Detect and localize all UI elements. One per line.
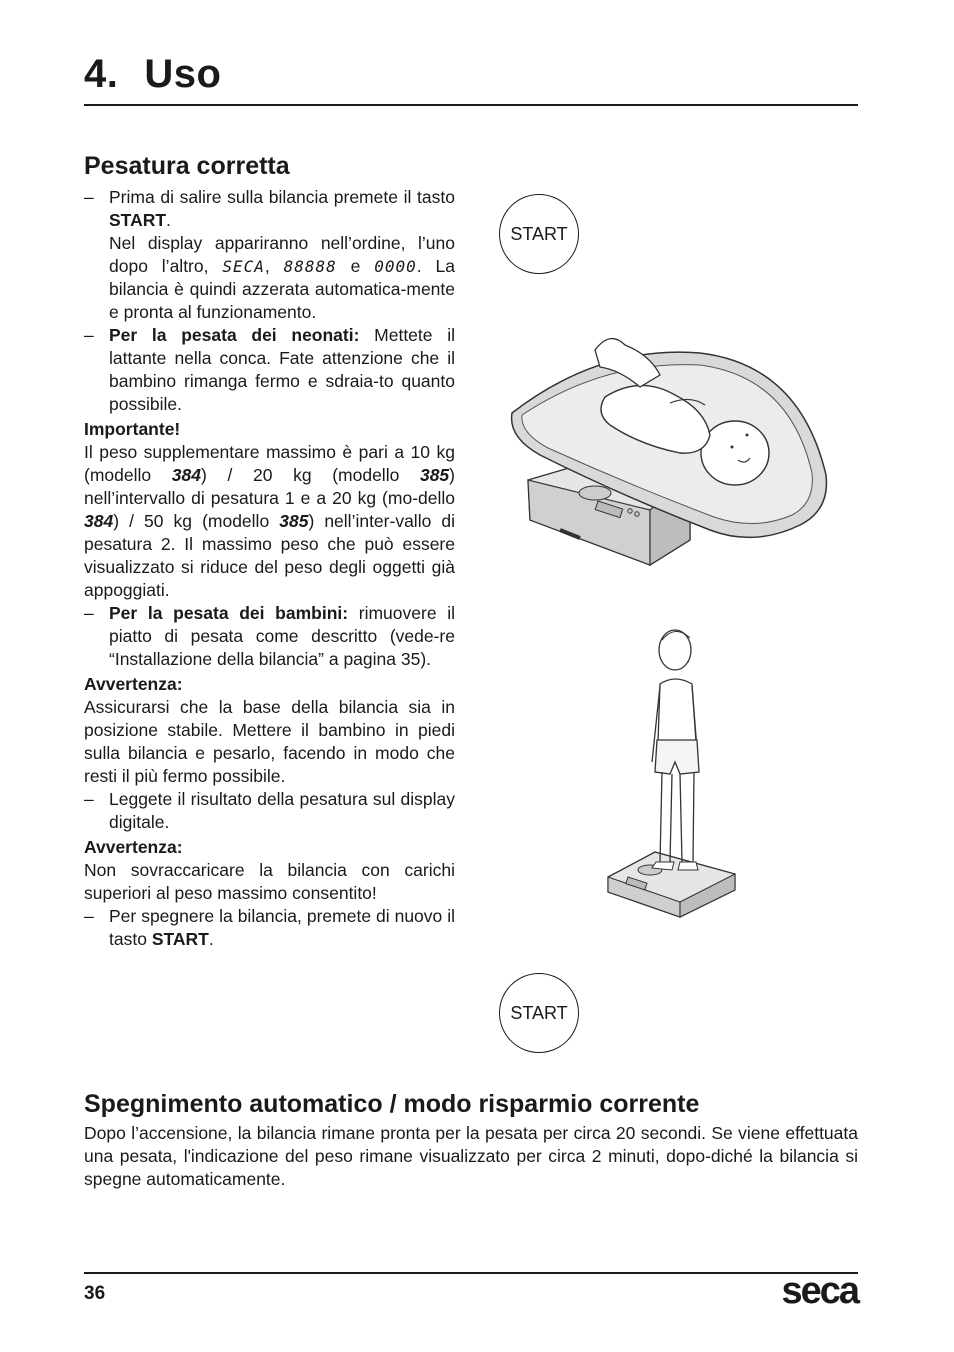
lcd-seca: SECA xyxy=(222,257,265,276)
para-text: Il peso supplementare massimo è pari a 10 kg (modello xyxy=(84,442,455,485)
bullet-dash: – xyxy=(84,603,94,623)
section-pesatura xyxy=(84,150,455,951)
page-number: 36 xyxy=(84,1283,106,1304)
bullet-text: Per spegnere la bilancia, premete di nuovo il tasto xyxy=(109,906,455,949)
bullet-dash: – xyxy=(84,789,94,809)
avvertenza-paragraph: Non sovraccaricare la bilancia con carichi superiori al peso massimo consentito! xyxy=(84,860,455,903)
model-number: 385 xyxy=(279,511,309,531)
bullet-bold-label: Per la pesata dei bambini: xyxy=(109,603,349,623)
bullet-text: Prima di salire sulla bilancia premete il tasto xyxy=(109,187,455,207)
separator: e xyxy=(336,256,375,276)
bullet-dash: – xyxy=(84,906,94,926)
chapter-title-text: Uso xyxy=(144,52,222,96)
bullet-text-end: . xyxy=(208,929,214,949)
bullet-dash: – xyxy=(84,325,94,345)
bullet-bold-label: Per la pesata dei neonati: xyxy=(109,325,360,345)
bullet-text: Mettete il lattante nella conca. Fate attenzione che il bambino rimanga fermo e sdraia-to quanto possibile. xyxy=(109,325,455,414)
lcd-88888: 88888 xyxy=(283,257,337,276)
bullet-text: rimuovere il piatto di pesata come descritto (vede-re “Installazione della bilancia” a pagina 35). xyxy=(109,603,455,669)
model-number: 384 xyxy=(84,511,114,531)
start-button-illustration xyxy=(499,973,579,1053)
bullet-item-neonati xyxy=(84,324,455,416)
seca-logo: seca xyxy=(781,1270,858,1312)
bullet-item-spegnere xyxy=(84,905,455,951)
chapter-title xyxy=(84,52,221,97)
bullet-item-bambini xyxy=(84,602,455,671)
start-button-illustration xyxy=(499,194,579,274)
model-number: 385 xyxy=(419,465,450,485)
start-label: START xyxy=(510,1002,568,1023)
lcd-0000: 0000 xyxy=(374,257,417,276)
avvertenza-label: Avvertenza: xyxy=(84,674,183,694)
bullet-item-start xyxy=(84,186,455,324)
child-on-scale-illustration xyxy=(600,622,750,922)
spegnimento-paragraph: Dopo l’accensione, la bilancia rimane pronta per la pesata per circa 20 secondi. Se viene effettuata una pesata, l'indicazione del peso rimane visualizzato per circa 2 minuti, dopo-diché la bilancia si spegne automaticamente. xyxy=(84,1123,858,1189)
bullet-dash: – xyxy=(84,187,94,207)
para-text: ) / 20 kg (modello xyxy=(200,465,420,485)
section-heading-pesatura: Pesatura corretta xyxy=(84,152,290,180)
avvertenza-paragraph: Assicurarsi che la base della bilancia sia in posizione stabile. Mettere il bambino in piedi sulla bilancia e pesarlo, facendo in modo che resti il più fermo possibile. xyxy=(84,697,455,786)
chapter-number: 4. xyxy=(84,52,119,96)
para-text: ) / 50 kg (modello xyxy=(113,511,280,531)
bullet-text-end: . xyxy=(166,210,171,230)
importante-paragraph xyxy=(84,441,455,602)
section-spegnimento xyxy=(84,1088,858,1191)
bullet-item-risultato xyxy=(84,788,455,834)
bullet-text: . La bilancia è quindi azzerata automatica-mente e pronta al funzionamento. xyxy=(109,256,455,322)
start-key-label: START xyxy=(151,929,209,949)
start-label: START xyxy=(510,223,568,244)
importante-label: Importante! xyxy=(84,419,181,439)
para-text: ) nell’inter-vallo di pesatura 2. Il massimo peso che può essere visualizzato si riduce del peso degli oggetti già appoggiati. xyxy=(84,511,455,600)
avvertenza-label: Avvertenza: xyxy=(84,837,183,857)
separator: , xyxy=(264,256,284,276)
baby-scale-illustration xyxy=(500,325,840,580)
top-rule xyxy=(84,104,858,106)
bullet-text: Leggete il risultato della pesatura sul display digitale. xyxy=(109,789,455,832)
section-heading-spegnimento: Spegnimento automatico / modo risparmio corrente xyxy=(84,1090,700,1118)
model-number: 384 xyxy=(171,465,201,485)
bottom-rule xyxy=(84,1272,858,1274)
para-text: ) nell’intervallo di pesatura 1 e a 20 kg (mo-dello xyxy=(84,465,455,508)
bullet-text: Nel display appariranno nell’ordine, l’uno dopo l’altro, xyxy=(109,233,455,276)
start-key-label: START xyxy=(109,210,167,230)
